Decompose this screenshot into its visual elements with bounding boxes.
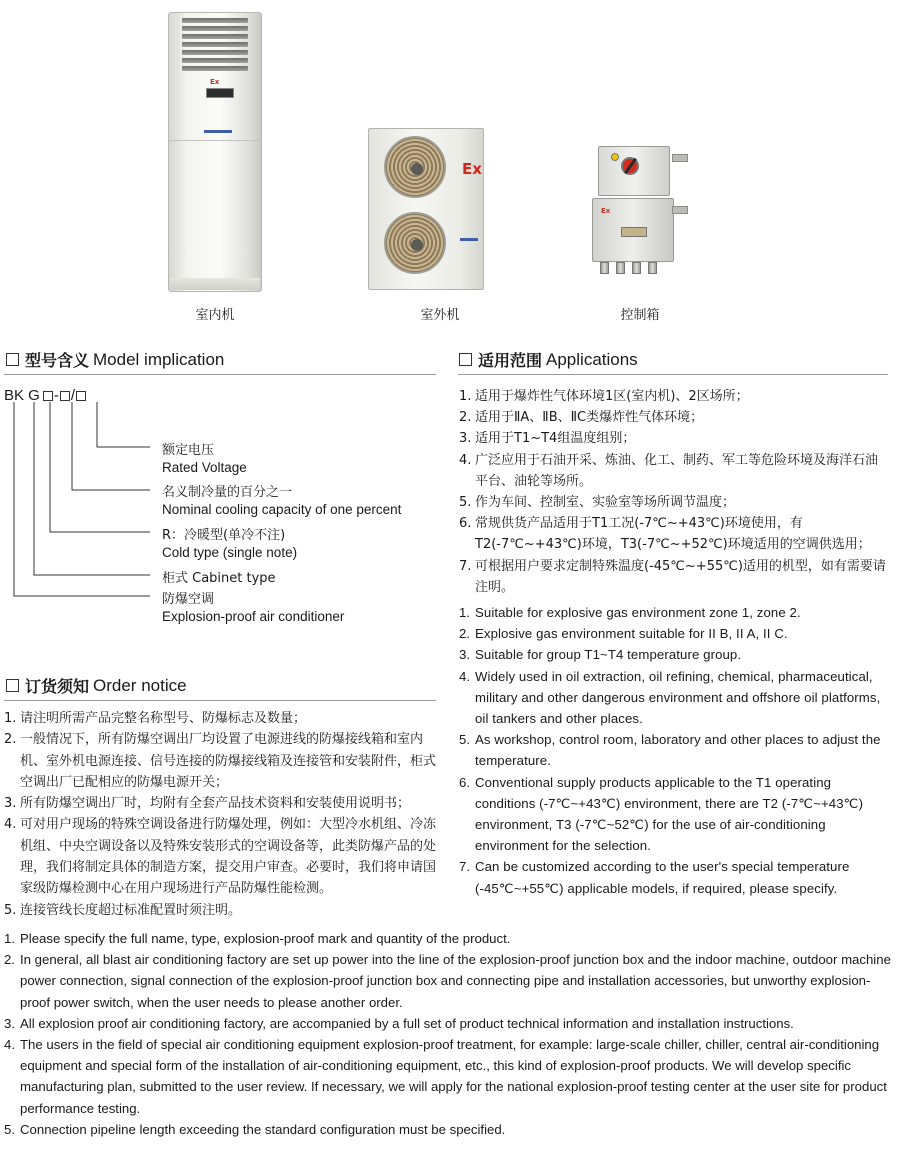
model-heading bbox=[6, 348, 224, 371]
legend-cabinet: 柜式 Cabinet type bbox=[162, 571, 276, 586]
checkbox-square-icon bbox=[459, 353, 472, 366]
list-item: 3. All explosion proof air conditioning factory, are accompanied by a full set of product technical information and installation instructions. bbox=[4, 1015, 794, 1031]
list-item: 3. Suitable for group T1~T4 temperature group. bbox=[459, 647, 742, 663]
outdoor-unit-image bbox=[368, 128, 484, 290]
leader-line-cabinet bbox=[34, 402, 150, 575]
model-code-sep: - bbox=[53, 387, 59, 404]
applications-heading-en: Applications bbox=[546, 349, 638, 369]
checkbox-square-icon bbox=[6, 679, 19, 692]
list-item: 5. Connection pipeline length exceeding the standard configuration must be specified. bbox=[4, 1121, 506, 1137]
divider bbox=[4, 374, 436, 375]
control-box-caption: 控制箱 bbox=[620, 308, 660, 323]
order-list-zh bbox=[4, 708, 436, 921]
ex-mark: Ex bbox=[601, 207, 611, 215]
control-box-image bbox=[592, 146, 688, 276]
divider bbox=[458, 374, 888, 375]
applications-list-zh bbox=[459, 386, 889, 598]
blank-square-icon bbox=[43, 391, 53, 401]
list-item: 1. 适用于爆炸性气体环境1区(室内机)、2区场所； bbox=[459, 389, 749, 404]
list-item: 1. Please specify the full name, type, explosion-proof mark and quantity of the product. bbox=[4, 931, 511, 946]
applications-list-en bbox=[459, 602, 889, 899]
order-list-en bbox=[4, 928, 892, 1140]
list-item: 3. 适用于T1~T4组温度组别； bbox=[459, 431, 636, 447]
ex-mark: Ex bbox=[210, 78, 220, 86]
outdoor-unit-caption: 室外机 bbox=[420, 308, 460, 323]
order-heading-en: Order notice bbox=[93, 675, 187, 695]
applications-heading-zh: 适用范围 bbox=[478, 351, 543, 370]
model-heading-zh: 型号含义 bbox=[25, 351, 90, 370]
legend-en-explosion-proof: Explosion-proof air conditioner bbox=[162, 609, 345, 624]
list-item: 2. In general, all blast air conditioning factory are set up power into the line of the explosion-proof junction box and the indoor machine, outdoor machine power connection, signal connection of the explosion-proof junction box and connecting pipe and installation accessories, but unworthy explosion-proof power switch, when the user needs to please another order. bbox=[4, 952, 891, 1010]
legend-zh-r-type: R：冷暖型(单冷不注) bbox=[162, 528, 286, 543]
list-item: 2. Explosive gas environment suitable for II B, II A, II C. bbox=[459, 626, 788, 642]
indoor-unit-caption: 室内机 bbox=[195, 308, 235, 323]
divider bbox=[4, 700, 436, 701]
list-item: 7. 可根据用户要求定制特殊温度(-45℃~+55℃)适用的机型，如有需要请注明。 bbox=[459, 558, 886, 595]
list-item: 5. 作为车间、控制室、实验室等场所调节温度； bbox=[459, 495, 736, 511]
leader-line-rated-voltage bbox=[97, 402, 150, 447]
checkbox-square-icon bbox=[6, 353, 19, 366]
model-leader-lines bbox=[0, 400, 170, 600]
list-item: 5. As workshop, control room, laboratory and other places to adjust the temperature. bbox=[459, 732, 881, 769]
list-item: 7. Can be customized according to the user's special temperature (-45℃~+55℃) applicable models, if required, please specify. bbox=[459, 859, 850, 896]
list-item: 6. 常规供货产品适用于T1工况(-7℃~+43℃)环境使用，有T2(-7℃~+43℃)环境，T3(-7℃~+52℃)环境适用的空调供选用； bbox=[459, 516, 871, 553]
indoor-unit-image bbox=[168, 12, 262, 292]
list-item: 3. 所有防爆空调出厂时，均附有全套产品技术资料和安装使用说明书； bbox=[4, 796, 411, 812]
applications-heading bbox=[459, 348, 638, 371]
legend-en-r-type: Cold type (single note) bbox=[162, 545, 298, 560]
model-code-sep: / bbox=[70, 387, 76, 404]
legend-en-rated-voltage: Rated Voltage bbox=[162, 460, 247, 475]
list-item: 5. 连接管线长度超过标准配置时须注明。 bbox=[4, 902, 242, 918]
list-item: 2. 一般情况下，所有防爆空调出厂均设置了电源进线的防爆接线箱和室内机、室外机电源连接、信号连接的防爆接线箱及连接管和安装附件，柜式空调出厂已配相应的防爆电源开关； bbox=[4, 732, 437, 790]
list-item: 4. 广泛应用于石油开采、炼油、化工、制药、军工等危险环境及海洋石油平台、油轮等场所。 bbox=[459, 452, 879, 489]
legend-zh-cooling: 名义制冷量的百分之一 bbox=[162, 485, 293, 500]
legend-zh-rated-voltage: 额定电压 bbox=[162, 443, 215, 458]
legend-zh-explosion-proof: 防爆空调 bbox=[162, 592, 215, 607]
model-code-prefix: BK G bbox=[4, 387, 40, 404]
list-item: 4. Widely used in oil extraction, oil refining, chemical, pharmaceutical, military and other dangerous environment and offshore oil platforms, oil tankers and other places. bbox=[459, 668, 881, 727]
leader-line-r-type bbox=[50, 402, 150, 532]
order-heading-zh: 订货须知 bbox=[25, 677, 90, 696]
list-item: 4. The users in the field of special air conditioning equipment explosion-proof treatment, for example: large-scale chiller, chiller, central air-conditioning equipment and special form of the installation of air-conditioning equipment, etc., this kind of explosion-proof products. We will develop specific manufacturing plan, submitted to the user review. If necessary, we will apply for the national explosion-proof testing center at the user site for product performance testing. bbox=[4, 1037, 887, 1116]
list-item: 4. 可对用户现场的特殊空调设备进行防爆处理，例如：大型冷水机组、冷冻机组、中央空调设备以及特殊安装形式的空调设备等，此类防爆产品的处理，我们将制定具体的制造方案，提交用户审查。必要时，我们将申请国家级防爆检测中心在用户现场进行产品防爆性能检测。 bbox=[4, 817, 437, 897]
list-item: 1. 请注明所需产品完整名称型号、防爆标志及数量； bbox=[4, 711, 307, 726]
leader-line-cooling bbox=[72, 402, 150, 490]
order-heading bbox=[6, 674, 187, 697]
blank-square-icon bbox=[76, 391, 86, 401]
blank-square-icon bbox=[60, 391, 70, 401]
model-heading-en: Model implication bbox=[93, 349, 225, 369]
ex-mark: Ex bbox=[462, 160, 482, 178]
list-item: 2. 适用于ⅡA、ⅡB、ⅡC类爆炸性气体环境； bbox=[459, 410, 704, 426]
legend-en-cooling: Nominal cooling capacity of one percent bbox=[162, 502, 402, 517]
list-item: 1. Suitable for explosive gas environment zone 1, zone 2. bbox=[459, 605, 801, 620]
list-item: 6. Conventional supply products applicable to the T1 operating conditions (-7℃~+43℃) environment, there are T2 (-7℃~+43℃) environment, T3 (-7℃~52℃) for the use of air-conditioning environment for the selection. bbox=[459, 774, 864, 854]
